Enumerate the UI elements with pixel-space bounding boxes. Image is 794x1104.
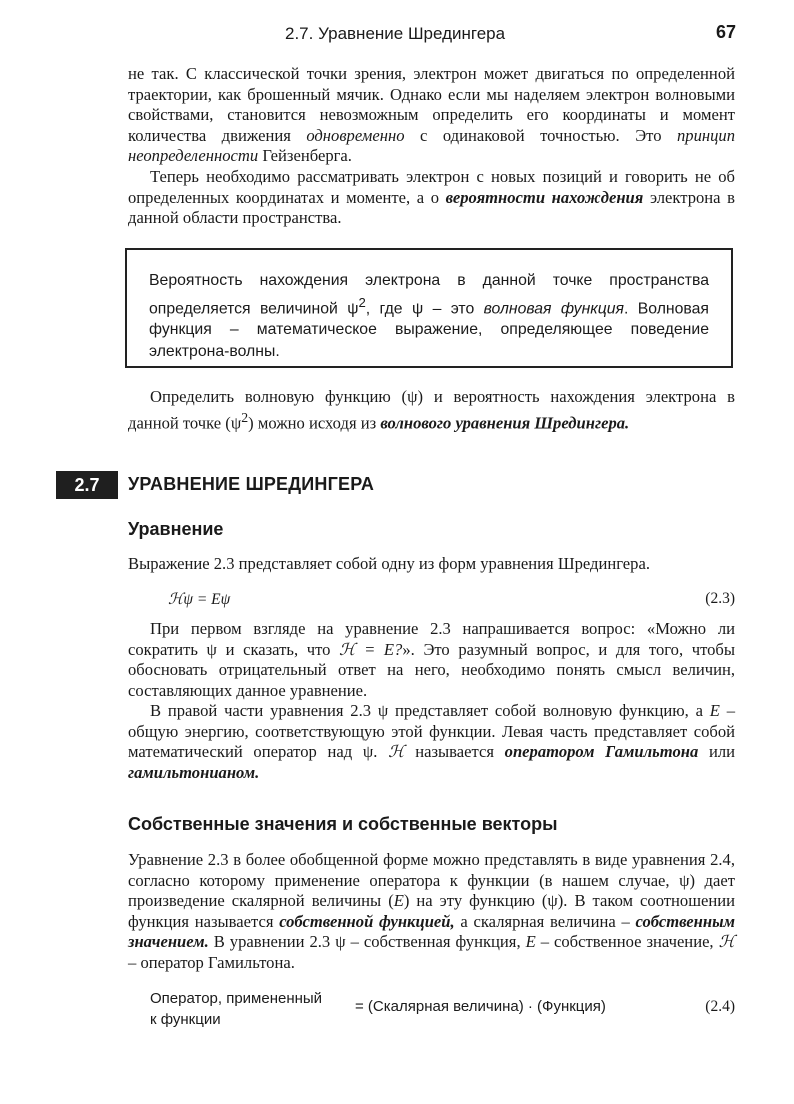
definition-box xyxy=(125,248,733,368)
after-box-paragraph: Определить волновую функцию (ψ) и вероятность нахождения электрона в данной точке $(\psi^2)$ можно исходя из волнового уравнения Шредингера. xyxy=(128,387,735,433)
equation-2-4-rhs: = (Скалярная величина) · (Функция) xyxy=(355,998,606,1015)
intro-paragraph-1: не так. С классической точки зрения, электрон может двигаться по определенной траектории, как брошенный мячик. Однако если мы наделяем электрон волновыми свойствами, становится невозможным определить его координаты и момент количества движения одновременно с одинаковой точностью. Это принцип неопределенности Гейзенберга. xyxy=(128,64,735,165)
equation-2-4-number: (2.4) xyxy=(705,998,735,1015)
subsection-title-eigen: Собственные значения и собственные векторы xyxy=(128,814,558,834)
page-number: 67 xyxy=(715,22,736,42)
subsection1-paragraph-2: При первом взгляде на уравнение 2.3 напрашивается вопрос: «Можно ли сократить ψ и сказать, что ℋ = E?». Это разумный вопрос, и для того, чтобы обосновать отрицательный ответ на него, необходимо понять смысл величин, составляющих данное уравнение. xyxy=(128,619,736,700)
subsection2-paragraph-1: Уравнение 2.3 в более обобщенной форме можно представлять в виде уравнения 2.4, согласно которому применение оператора к функции (в нашем случае, ψ) дает произведение скалярной величины (E) на эту функцию (ψ). В таком соотношении функция называется собственной функцией, а скалярная величина – собственным значением. В уравнении 2.3 ψ – собственная функция, E – собственное значение, ℋ – оператор Гамильтона. xyxy=(128,850,736,972)
definition-text: Вероятность нахождения электрона в данной точке пространства определяется величиной $\psi^2$, где ψ – это волновая функция. Волновая функция – математическое выражение, определяющее поведение электрона-волны. xyxy=(149,272,709,360)
section-title: УРАВНЕНИЕ ШРЕДИНГЕРА xyxy=(128,474,375,494)
equation-2-3-body: ℋψ = Eψ xyxy=(168,591,231,608)
equation-2-4-label: Оператор, примененный к функции xyxy=(150,990,323,1028)
equation-2-3-number: (2.3) xyxy=(705,590,735,607)
subsection-title-equation: Уравнение xyxy=(128,519,224,539)
subsection1-paragraph-3: В правой части уравнения 2.3 ψ представляет собой волновую функцию, а E – общую энергию, соответствующую этой функции. Левая часть представляет собой математический оператор над ψ. ℋ называется оператором Гамильтона или гамильтонианом. xyxy=(128,701,735,782)
running-title: 2.7. Уравнение Шредингера xyxy=(285,24,506,43)
subsection1-paragraph-1: Выражение 2.3 представляет собой одну из форм уравнения Шредингера. xyxy=(128,554,650,573)
section-number-badge: 2.7 xyxy=(56,471,118,499)
intro-paragraph-2: Теперь необходимо рассматривать электрон с новых позиций и говорить не об определенных координатах и моменте, а о вероятности нахождения электрона в данной области пространства. xyxy=(128,167,735,227)
